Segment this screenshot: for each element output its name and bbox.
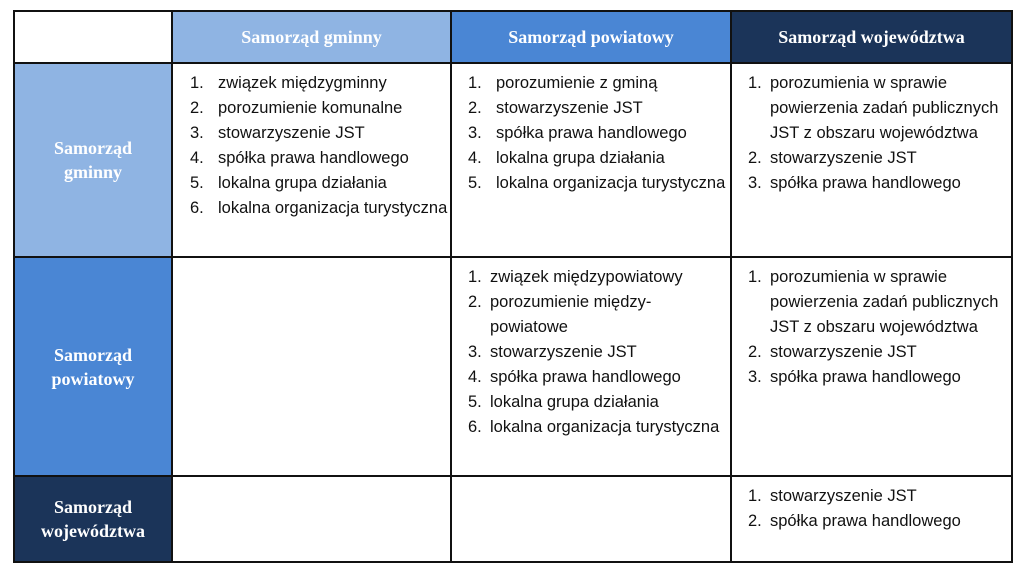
list-item [190,96,450,121]
list-item-text: lokalna organizacja turystyczna [496,174,726,192]
list [732,64,1011,196]
cooperation-matrix-table [13,10,1013,563]
list-item [748,171,1001,196]
list-item-text: spółka prawa handlowego [218,149,409,167]
list-item [748,265,1001,340]
list-item [748,340,1001,365]
cell-wojewodztwa-powiatowy [451,476,731,562]
cell-gminny-gminny [172,63,451,257]
col-header-wojewodztwa: Samorząd województwa [731,11,1012,63]
list-item-text: stowarzyszenie JST [770,487,917,505]
list-item [748,71,1001,146]
list-item-number: 1. [468,268,482,286]
list-item [468,71,730,96]
cell-powiatowy-gminny [172,257,451,476]
list-item-text: związek międzypowiatowy [490,268,683,286]
list-item-number: 2. [748,512,762,530]
cell-wojewodztwa-wojewodztwa [731,476,1012,562]
col-header-gminny: Samorząd gminny [172,11,451,63]
list-item-text: porozumienia w sprawie powierzenia zadań publicznych JST z obszaru województwa [770,74,999,142]
list-item-number: 6. [468,418,482,436]
list-item-text: związek międzygminny [218,74,387,92]
list-item [190,71,450,96]
list-item [190,196,450,221]
list [173,64,450,221]
list-item-number: 1. [748,74,762,92]
list-item-text: spółka prawa handlowego [496,124,687,142]
list-item-number: 2. [748,149,762,167]
list-item-text: porozumienie komunalne [218,99,403,117]
list-item-text: porozumienia w sprawie powierzenia zadań publicznych JST z obszaru województwa [770,268,999,336]
list [732,258,1011,390]
list [452,258,730,440]
cell-powiatowy-powiatowy [451,257,731,476]
list-item-text: stowarzyszenie JST [496,99,643,117]
list-item-text: lokalna grupa działania [496,149,665,167]
row-gminny [14,63,1012,257]
list-item-number: 6. [190,199,204,217]
cell-gminny-wojewodztwa [731,63,1012,257]
list-item [468,340,722,365]
list-item [468,171,730,196]
list-item-text: stowarzyszenie JST [218,124,365,142]
row-header-wojewodztwa: Samorząd województwa [14,476,172,562]
list-item [748,509,1001,534]
corner-cell [14,11,172,63]
cell-gminny-powiatowy [451,63,731,257]
list-item-number: 1. [748,268,762,286]
list-item [748,484,1001,509]
row-header-gminny: Samorząd gminny [14,63,172,257]
list-item-text: lokalna organizacja turystyczna [218,199,448,217]
list-item-text: lokalna grupa działania [490,393,659,411]
list-item-number: 3. [468,124,482,142]
list-item-text: spółka prawa handlowego [770,512,961,530]
list-item-text: porozumienie między-powiatowe [490,293,652,336]
list-item [468,415,722,440]
list-item-text: stowarzyszenie JST [770,343,917,361]
cell-powiatowy-wojewodztwa [731,257,1012,476]
list-item-number: 3. [468,343,482,361]
list-item [468,96,730,121]
list-item-number: 4. [190,149,204,167]
list-item-number: 2. [468,293,482,311]
list-item-text: spółka prawa handlowego [770,174,961,192]
list-item-text: stowarzyszenie JST [490,343,637,361]
list-item [468,146,730,171]
list-item-number: 5. [190,174,204,192]
list-item-text: spółka prawa handlowego [770,368,961,386]
row-powiatowy [14,257,1012,476]
list-item-number: 4. [468,368,482,386]
list-item-number: 3. [748,174,762,192]
list-item [748,365,1001,390]
list-item-number: 3. [190,124,204,142]
header-row [14,11,1012,63]
list-item-number: 1. [468,74,482,92]
list-item-number: 2. [748,343,762,361]
row-header-powiatowy: Samorząd powiatowy [14,257,172,476]
list-item-number: 5. [468,393,482,411]
list-item [468,390,722,415]
list-item-text: lokalna organizacja turystyczna [490,418,720,436]
list-item-text: lokalna grupa działania [218,174,387,192]
list-item [468,265,722,290]
list-item-number: 5. [468,174,482,192]
list [732,477,1011,534]
cell-wojewodztwa-gminny [172,476,451,562]
list-item [190,146,450,171]
list-item [190,171,450,196]
list-item-text: spółka prawa handlowego [490,368,681,386]
list-item [468,121,730,146]
list-item [468,290,722,340]
list-item [468,365,722,390]
list-item-number: 2. [190,99,204,117]
list-item [190,121,450,146]
list-item-text: porozumienie z gminą [496,74,658,92]
list-item [748,146,1001,171]
row-wojewodztwa [14,476,1012,562]
list-item-number: 3. [748,368,762,386]
list-item-text: stowarzyszenie JST [770,149,917,167]
list-item-number: 1. [748,487,762,505]
list [452,64,730,196]
col-header-powiatowy: Samorząd powiatowy [451,11,731,63]
list-item-number: 1. [190,74,204,92]
list-item-number: 4. [468,149,482,167]
list-item-number: 2. [468,99,482,117]
